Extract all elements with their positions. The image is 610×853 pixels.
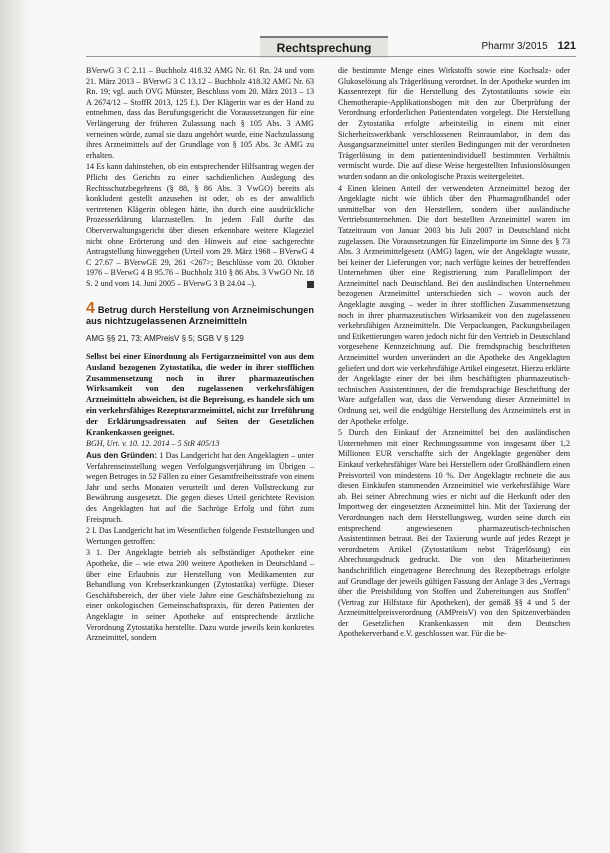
paragraph	[86, 162, 314, 289]
journal-info	[481, 38, 576, 55]
page-fold-shadow	[0, 0, 30, 853]
paragraph-text: 1 Das Landgericht hat den Angeklagten – unter Verfahrenseinstellung wegen Verfolgungsverjährung im Übrigen – wegen Betruges in 52 Fällen zu einer Gesamtfreiheitsstrafe von einem Jahr und sechs Monaten verurteilt und deren Vollstreckung zur Bewährung ausgesetzt. Die gegen dieses Urteil gerichtete Revision des Angeklagten hat auf die Sachrüge Erfolg und führt zum Freispruch.	[86, 451, 314, 524]
end-of-article-mark	[307, 281, 314, 288]
paragraph: 2 I. Das Landgericht hat im Wesentlichen folgende Feststellungen und Wertungen getroffen:	[86, 526, 314, 546]
article-title-text: Betrug durch Herstellung von Arzneimischungen aus nichtzugelassenen Arzneimitteln	[86, 305, 314, 327]
journal-name: Pharmr 3/2015	[481, 41, 548, 52]
paragraph: 3 1. Der Angeklagte betrieb als selbständiger Apotheker eine Apotheke, die – wie etwa 200 weitere Apotheken in Deutschland – über eine Erlaubnis zur Herstellung von Medikamenten zur Behandlung von Krebserkrankungen (Zytostatika) verfügte. Dieser Geschäftsbereich, der über viele Jahre eine Geschäftsbeziehung zu einer onkologischen Gemeinschaftspraxis, für deren Patienten der Angeklagte in seiner Apotheke auf entsprechende ärztliche Verordnung Zytostatika herstellte. Dazu wurde jeweils kein konkretes Arzneimittel, sondern	[86, 548, 314, 643]
section-title: Rechtsprechung	[260, 36, 388, 58]
paragraph: die bestimmte Menge eines Wirkstoffs sowie eine Kochsalz- oder Glukoselösung als Trägerlösung verordnet. In der Apotheke wurden im Kassenrezept für die Herstellung des Zytostatikums sowie ein Chemotherapie-Applikationsbogen mit den zur Überprüfung der Verordnung erforderlichen Patientendaten vorgelegt. Die Herstellung der Zytostatika erfolgte arbeitsteilig in einem mit einer Sicherheitswerkbank verschlossenen Reinraumlabor, in dem das Ausgangsarzneimittel unter sterilen Bedingungen mit der verordneten Trägerlösung in dem patientenindividuell bestimmten Verhältnis vermischt wurde. Die auf diese Weise hergestellten Infusionslösungen wurden sodann an die onkologische Praxis weitergeleitet.	[338, 66, 570, 181]
article-lead: Selbst bei einer Einordnung als Fertigarzneimittel von aus dem Ausland bezogenen Zytostatika, die weder in ihrer stofflichen Zusammensetzung noch in ihrer pharmazeutischen Wirksamkeit von den zugelassenen verkehrsfähigen Arzneimitteln abweichen, ist die Bepreisung, es handele sich um ein verkehrsfähiges Rezepturarzneimittel, nicht zur Irreführung der Erklärungsadressaten auf Seiten der Gesetzlichen Krankenkassen geeignet.	[86, 352, 314, 437]
paragraph-text: 14 Es kann dahinstehen, ob ein entsprechender Hilfsantrag wegen der Pflicht des Gerichts zu einer sachdienlichen Auslegung des Rechtsschutzbegehrens (§ 88, § 86 Abs. 3 VwGO) bereits als konkludent gestellt anzusehen ist oder, ob es der anwaltlich vertretenen Klägerin oblegen hätte, ihn durch eine ausdrückliche Prozesserklärung klarzustellen. In jedem Fall durfte das Oberverwaltungsgericht über diesen erkennbare weitere Klageziel nicht ohne Erörterung und den Hinweis auf eine sachgerechte Antragstellung hinweggehen (Urteil vom 29. März 1968 – BVerwG 4 C 27.67 – BVerwGE 29, 261 <267>; Beschlüsse vom 20. Oktober 1976 – BVerwG 4 B 95.76 – Buchholz 310 § 86 Abs. 3 VwGO Nr. 18 S. 2 und vom 14. Juni 2005 – BVerwG 3 B 24.04 –).	[86, 162, 314, 288]
page-number: 121	[557, 40, 576, 52]
paragraph	[86, 451, 314, 525]
paragraph: 4 Einen kleinen Anteil der verwendeten Arzneimittel bezog der Angeklagte nicht wie üblich über den Pharmagroßhandel oder unmittelbar von den Herstellern, sondern über ausländische Vertriebsunternehmen. Die dort bestellten Arzneimittel waren im Tatzeitraum von Januar 2003 bis Juli 2007 in Deutschland nicht zugelassen. Die Voraussetzungen für Einzelimporte im Sinne des § 73 Abs. 3 Arzneimittelgesetz (AMG) lagen, wie der Angeklagte wusste, bei keiner der Lieferungen vor; nach verfügte keines der betreffenden Unternehmen über eine Registrierung zum Parallelimport der Arzneimittel nach Deutschland. Bei den ausländischen Unternehmen bezogenen Arzneimittel unterschieden sich – wovon auch der Angeklagte ausging – weder in ihrer stofflichen Zusammensetzung noch in ihrer pharmazeutischen Wirksamkeit von den zugelassenen verkehrsfähigen Arzneimitteln. Die Verpackungen, Packungsbeilagen und Etikettierungen waren jedoch nicht für den Vertrieb in Deutschland vorgesehene Kennzeichnung auf. Die fremdsprachig beschrifteten Arzneimittel wurden unverändert an die Apotheke des Angeklagten geliefert und dort wie verkehrsfähige Artikel eingesetzt. Hierzu erklärte der Angeklagte einer der bei ihm beschäftigten pharmazeutisch-technischen Assistentinnen, der die fremdsprachige Beschriftung der Ware aufgefallen war, dass die Verwendung dieser Arzneimittel in Ordnung sei, weil die endgültige Herstellung des Arzneimittels erst in der Apotheke erfolge.	[338, 183, 570, 426]
article-citation: BGH, Urt. v. 10. 12. 2014 – 5 StR 405/13	[86, 439, 220, 449]
page-header	[86, 36, 576, 60]
paragraph: 5 Durch den Einkauf der Arzneimittel bei den ausländischen Unternehmen mit einer Rechnungssumme von insgesamt über 1,2 Millionen EUR verschaffte sich der Angeklagte gegenüber dem Einkauf verkehrsfähiger Ware bei Herstellern oder Großhändlern einen Preisvorteil von mindestens 10 %. Der Angeklagte rechnete die aus diesen Einkäufen stammenden Arzneimittel wie verkehrsfähige Ware ab. Bei seiner Abrechnung wies er nicht auf die Herkunft oder den Importweg der eingesetzten Arzneimittel hin. Mit der Taxierung der Verordnungen nach dem Herstellungsweg, wurden seine durch ein entsprechend angewiesenen pharmazeutisch-technischen Assistentinnen betraut. Bei der Taxierung wurde auf jedes Rezept je verordnetem Artikel (Zytostatikum nebst Trägerlösung) ein Abrechnungsdruck gedruckt. Die von den Mitarbeiterinnen handschriftlich eingetragene Berechnung des Rezeptbetrags erfolgte auf Grundlage der jeweils gültigen Fassung der Anlage 3 des „Vertrags über die Preisbildung von Stoffen und Zubereitungen aus Stoffen" (Vertrag zur Hilfstaxe für Apotheken), der gemäß §§ 4 und 5 der Arzneimittelpreisverordnung (AMPreisV) von den Spitzenverbänden der Gesetzlichen Krankenkassen mit dem Deutschen Apothekerverband e.V. geschlossen war. Für die be-	[338, 428, 570, 639]
article-number: 4	[86, 300, 95, 318]
right-column	[338, 66, 570, 640]
article-title	[86, 300, 314, 327]
header-rule	[86, 56, 576, 57]
paragraph: BVerwG 3 C 2.11 – Buchholz 418.32 AMG Nr. 61 Rn. 24 und vom 21. März 2013 – BVerwG 3 C 13.12 – Buchholz 418.32 AMG Nr. 63 Rn. 19; vgl. auch OVG Münster, Beschluss vom 20. März 2013 – 13 A 2674/12 – StoffR 2013, 125 f.). Der Klägerin war es der Hand zu entnehmen, dass das Berufungsgericht die Voraussetzungen für eine Verlängerung der früheren Zulassung nach § 105 Abs. 3 AMG verneinen würde, zumal sie dazu angehört wurde, eine Nachzulassung ihres Arzneimittels auf der Grundlage von § 105 Abs. 3c AMG zu erhalten.	[86, 66, 314, 160]
reasons-label: Aus den Gründen:	[86, 451, 158, 461]
article-norms: AMG §§ 21, 73; AMPreisV § 5; SGB V § 129	[86, 334, 244, 344]
left-column	[86, 66, 314, 644]
